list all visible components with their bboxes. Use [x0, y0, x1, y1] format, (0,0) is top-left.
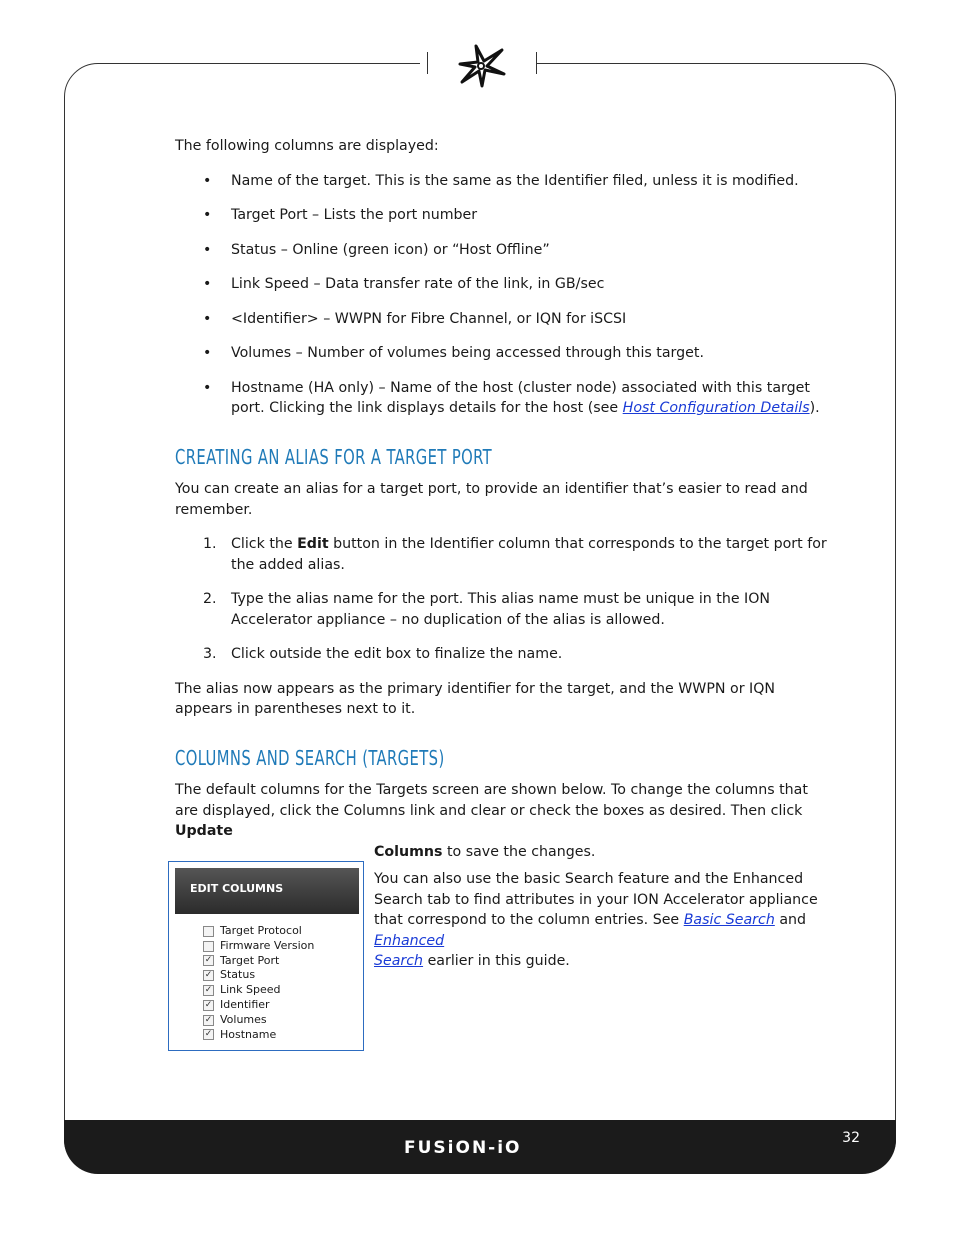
list-item: • Link Speed – Data transfer rate of the link, in GB/sec — [175, 274, 835, 295]
checkbox-unchecked-icon[interactable] — [203, 926, 214, 937]
checkbox-unchecked-icon[interactable] — [203, 941, 214, 952]
list-item: 2. Type the alias name for the port. This alias name must be unique in the ION Accelerator appliance – no duplication of the alias is allowed. — [203, 591, 771, 628]
checkbox-checked-icon[interactable]: ✓ — [204, 955, 213, 966]
column-option[interactable] — [203, 968, 314, 983]
page-footer — [64, 1120, 896, 1174]
column-option[interactable] — [203, 983, 314, 998]
column-option[interactable] — [203, 954, 314, 969]
list-item: • Volumes – Number of volumes being accessed through this target. — [175, 343, 835, 364]
enhanced-search-link[interactable]: Enhanced Search — [374, 932, 445, 969]
alias-steps — [175, 534, 835, 665]
checkbox-checked-icon[interactable]: ✓ — [204, 999, 213, 1010]
checkbox-checked-icon[interactable]: ✓ — [204, 1029, 213, 1040]
list-item: 3. Click outside the edit box to finalize the name. — [203, 646, 563, 662]
host-configuration-details-link[interactable]: Host Configuration Details — [622, 400, 810, 416]
column-option[interactable] — [203, 939, 314, 954]
list-item: • Target Port – Lists the port number — [175, 205, 835, 226]
column-option-label: Target Protocol — [220, 924, 302, 937]
list-item: • <Identifier> – WWPN for Fibre Channel, or IQN for iSCSI — [175, 309, 835, 330]
column-option-label: Firmware Version — [220, 938, 315, 952]
column-option-label: Status — [220, 968, 256, 982]
alias-outro: The alias now appears as the primary identifier for the target, and the WWPN or IQN appears in parentheses next to it. — [175, 680, 776, 717]
list-item: • Status – Online (green icon) or “Host Offline” — [175, 240, 835, 261]
edit-columns-list — [203, 924, 314, 1042]
main-content — [175, 136, 835, 862]
column-option-label: Target Port — [220, 953, 280, 967]
column-option[interactable] — [203, 1013, 314, 1028]
column-option-label: Identifier — [220, 997, 270, 1011]
basic-search-link[interactable]: Basic Search — [683, 912, 775, 928]
column-option-label: Hostname — [220, 1027, 277, 1041]
section-heading-alias: CREATING AN ALIAS FOR A TARGET PORT — [175, 444, 493, 469]
list-item: • Hostname (HA only) – Name of the host (cluster node) associated with this target port. Clicking the link displays details for the host (see Host Configuration Details). — [175, 378, 835, 419]
list-item: • Name of the target. This is the same as the Identifier filed, unless it is modified. — [175, 171, 835, 192]
checkbox-checked-icon[interactable]: ✓ — [204, 985, 213, 996]
alias-intro: You can create an alias for a target port, to provide an identifier that’s easier to read and remember. — [175, 481, 808, 518]
column-option-label: Link Speed — [220, 983, 281, 997]
list-item: 1. Click the Edit button in the Identifier column that corresponds to the target port for the added alias. — [203, 536, 827, 573]
header-line-right — [536, 63, 562, 64]
column-option[interactable] — [203, 1028, 314, 1043]
columns-para: The default columns for the Targets screen are shown below. To change the columns that are displayed, click the Columns link and clear or check the boxes as desired. Then click Update Columns to save the changes. — [175, 782, 808, 860]
page-number: 32 — [842, 1130, 860, 1146]
edit-columns-title: EDIT COLUMNS — [175, 868, 359, 914]
edit-columns-panel — [168, 861, 364, 1051]
checkbox-checked-icon[interactable]: ✓ — [204, 970, 213, 981]
search-aside-text: You can also use the basic Search feature and the Enhanced Search tab to find attributes in your ION Accelerator appliance that correspond to the column entries. See Basic Search and Enhanced Search earlier in this guide. — [374, 871, 818, 969]
section-heading-columns: COLUMNS AND SEARCH (TARGETS) — [175, 745, 445, 770]
column-option-label: Volumes — [220, 1012, 267, 1026]
checkbox-checked-icon[interactable]: ✓ — [204, 1014, 213, 1025]
fusion-io-wordmark: FUSiON-iO — [404, 1138, 522, 1158]
column-option[interactable] — [203, 998, 314, 1013]
fusion-io-star-logo-icon — [454, 42, 508, 88]
header-tick-left — [427, 52, 428, 74]
columns-list — [175, 171, 835, 419]
column-option[interactable] — [203, 924, 314, 939]
intro-text: The following columns are displayed: — [175, 138, 439, 154]
